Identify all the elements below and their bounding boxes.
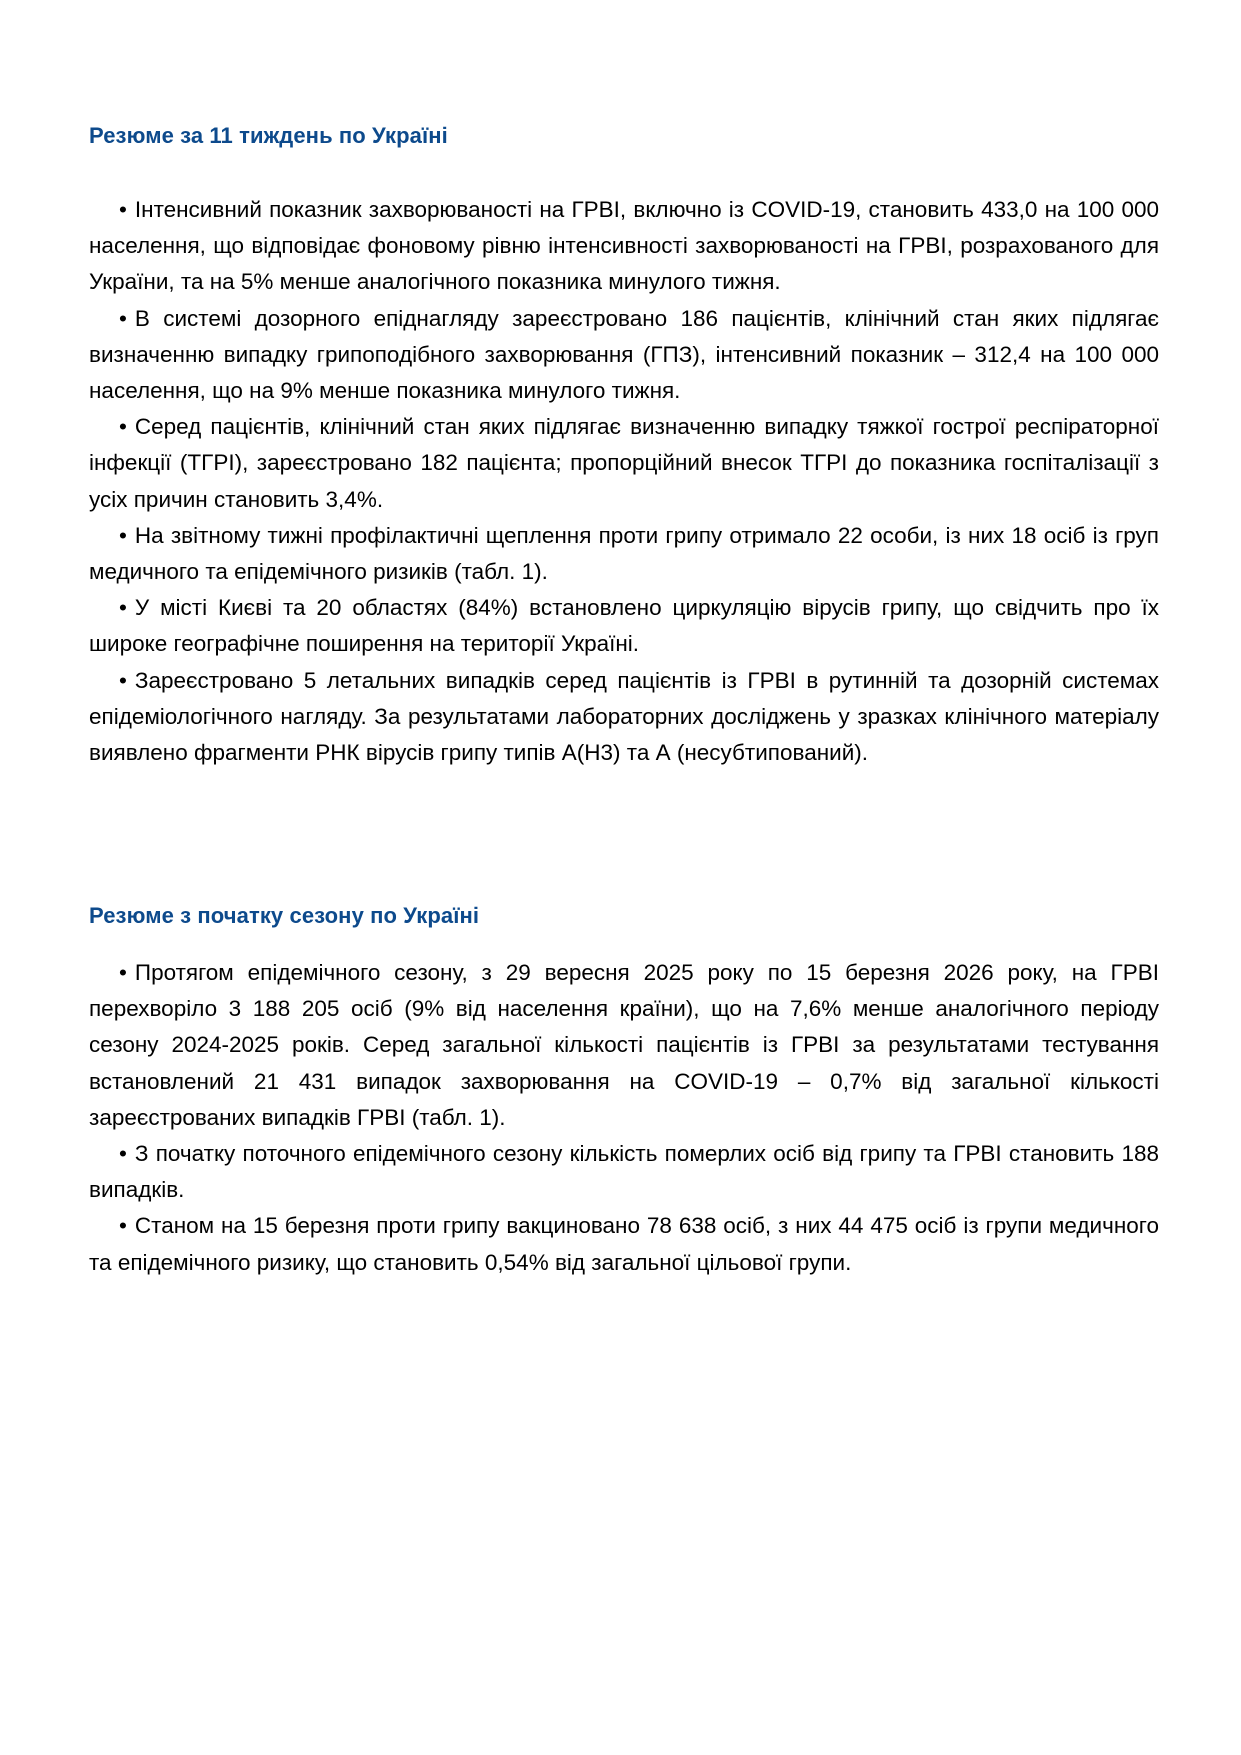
list-item-text: Станом на 15 березня проти грипу вакциновано 78 638 осіб, з них 44 475 осіб із групи медичного та епідемічного ризику, що становить 0,54% від загальної цільової групи. xyxy=(89,1213,1159,1275)
list-item-text: Інтенсивний показник захворюваності на ГРВІ, включно із COVID-19, становить 433,0 на 100 000 населення, що відповідає фоновому рівню інтенсивності захворюваності на ГРВІ, розрахованого для України, та на 5% менше аналогічного показника минулого тижня. xyxy=(89,197,1159,295)
list-item-text: У місті Києві та 20 областях (84%) встановлено циркуляцію вірусів грипу, що свідчить про їх широке географічне поширення на території Україні. xyxy=(89,595,1159,657)
season-summary-list xyxy=(89,955,1159,1281)
bullet-icon: • xyxy=(119,414,127,440)
bullet-icon: • xyxy=(119,1213,127,1239)
week-summary-list xyxy=(89,192,1159,771)
list-item-text: Зареєстровано 5 летальних випадків серед пацієнтів із ГРВІ в рутинній та дозорній системах епідеміологічного нагляду. За результатами лабораторних досліджень у зразках клінічного матеріалу виявлено фрагменти РНК вірусів грипу типів А(Н3) та А (несубтипований). xyxy=(89,667,1159,766)
bullet-icon: • xyxy=(119,1141,127,1167)
list-item xyxy=(89,1136,1159,1208)
section-title-season-summary: Резюме з початку сезону по Україні xyxy=(89,903,480,928)
bullet-icon: • xyxy=(119,197,127,222)
list-item xyxy=(89,301,1159,410)
list-item xyxy=(89,1208,1159,1280)
list-item-text: Серед пацієнтів, клінічний стан яких підлягає визначенню випадку тяжкої гострої респіраторної інфекції (ТГРІ), зареєстровано 182 пацієнта; пропорційний внесок ТГРІ до показника госпіталізації з усіх причин становить 3,4%. xyxy=(89,414,1159,512)
bullet-icon: • xyxy=(119,667,127,693)
list-item-text: З початку поточного епідемічного сезону кількість померлих осіб від грипу та ГРВІ становить 188 випадків. xyxy=(89,1141,1159,1203)
bullet-icon: • xyxy=(119,305,127,331)
list-item-text: На звітному тижні профілактичні щеплення проти грипу отримало 22 особи, із них 18 осіб із груп медичного та епідемічного ризиків (табл. 1). xyxy=(89,522,1159,585)
list-item xyxy=(89,192,1159,301)
list-item xyxy=(89,590,1159,662)
bullet-icon: • xyxy=(119,522,127,548)
list-item-text: Протягом епідемічного сезону, з 29 вересня 2025 року по 15 березня 2026 року, на ГРВІ перехворіло 3 188 205 осіб (9% від населення країни), що на 7,6% менше аналогічного періоду сезону 2024-2025 років. Серед загальної кількості пацієнтів із ГРВІ за результатами тестування встановлений 21 431 випадок захворювання на COVID-19 – 0,7% від загальної кількості зареєстрованих випадків ГРВІ (табл. 1). xyxy=(89,960,1159,1130)
section-title-week-summary: Резюме за 11 тиждень по Україні xyxy=(89,123,448,148)
bullet-icon: • xyxy=(119,960,127,985)
list-item xyxy=(89,663,1159,772)
list-item xyxy=(89,409,1159,518)
bullet-icon: • xyxy=(119,595,127,621)
list-item-text: В системі дозорного епіднагляду зареєстровано 186 пацієнтів, клінічний стан яких підлягає визначенню випадку грипоподібного захворювання (ГПЗ), інтенсивний показник – 312,4 на 100 000 населення, що на 9% менше показника минулого тижня. xyxy=(89,305,1159,404)
list-item xyxy=(89,518,1159,590)
list-item xyxy=(89,955,1159,1136)
